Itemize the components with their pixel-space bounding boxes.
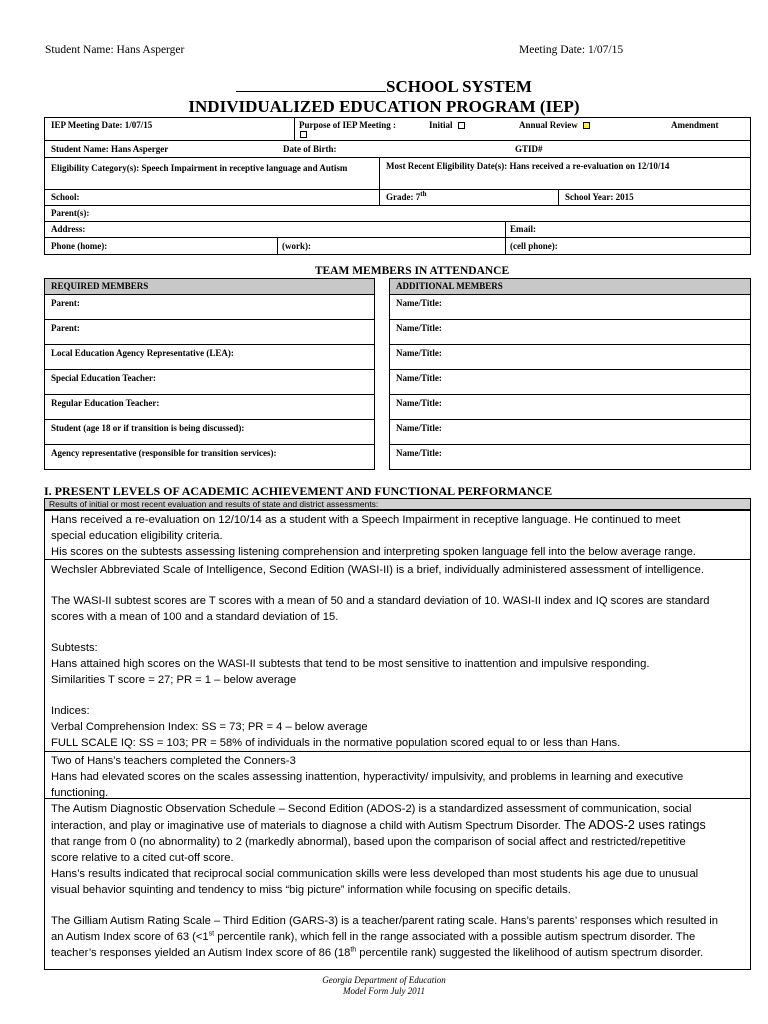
phone-cell: (cell phone): <box>510 241 558 251</box>
ados-line-4: score relative to a cited cut-off score. <box>51 852 234 864</box>
additional-member-row[interactable] <box>389 444 751 470</box>
required-member-label: Student (age 18 or if transition is being discussed): <box>51 423 245 433</box>
required-member-row[interactable] <box>44 444 375 470</box>
gars-line-3 <box>51 945 746 961</box>
subtests-line-2: Similarities T score = 27; PR = 1 – below average <box>51 674 297 686</box>
parents: Parent(s): <box>51 208 90 218</box>
date-of-birth: Date of Birth: <box>283 144 337 154</box>
school-year: School Year: 2015 <box>565 192 634 202</box>
amendment-checkbox[interactable] <box>300 131 307 138</box>
initial-label: Initial <box>429 120 453 130</box>
grade <box>386 192 426 203</box>
reeval-line-1: Hans received a re-evaluation on 12/10/14 as a student with a Speech Impairment in receptive language. He continued to meet <box>51 514 681 526</box>
phone-home-cell <box>44 237 278 255</box>
grade-label: Grade: 7 <box>386 192 421 202</box>
wasi-block <box>44 559 751 752</box>
amendment-option[interactable] <box>671 120 719 131</box>
phone-work-cell <box>277 237 506 255</box>
gtid: GTID# <box>515 144 543 154</box>
additional-member-label: Name/Title: <box>396 423 442 433</box>
required-member-row[interactable] <box>44 394 375 420</box>
indices-line-2: FULL SCALE IQ: SS = 103; PR = 58% of individuals in the normative population scored equal to or less than Hans. <box>51 737 621 749</box>
footer-line-2: Model Form July 2011 <box>342 986 426 996</box>
additional-member-row[interactable] <box>389 319 751 345</box>
required-member-label: Agency representative (responsible for transition services): <box>51 448 277 458</box>
grade-sup: th <box>420 190 427 198</box>
ados-line-6: visual behavior squinting and tendency to miss “big picture” information while focusing on specific details. <box>51 884 571 896</box>
required-member-label: Regular Education Teacher: <box>51 398 160 408</box>
additional-member-label: Name/Title: <box>396 448 442 458</box>
team-divider-right <box>389 294 390 469</box>
gars-line-3b: percentile rank) suggested the likelihood of autism spectrum disorder. <box>359 947 704 959</box>
results-header: Results of initial or most recent evaluation and results of state and district assessments: <box>44 498 751 510</box>
additional-member-row[interactable] <box>389 369 751 395</box>
team-title: TEAM MEMBERS IN ATTENDANCE <box>314 265 510 277</box>
conners-line-2: Hans had elevated scores on the scales assessing inattention, hyperactivity/ impulsivity, and problems in learning and executive <box>51 771 684 783</box>
conners-line-3: functioning. <box>51 787 109 799</box>
phone-home: Phone (home): <box>51 241 108 251</box>
indices-line-1: Verbal Comprehension Index: SS = 73; PR = 4 – below average <box>51 721 368 733</box>
additional-members-header <box>389 278 751 295</box>
gars-line-3-sup: th <box>350 946 357 954</box>
additional-member-row[interactable] <box>389 344 751 370</box>
conners-line-1: Two of Hans’s teachers completed the Conners-3 <box>51 755 296 767</box>
school-system-blank[interactable] <box>236 77 386 92</box>
additional-members-header-label: ADDITIONAL MEMBERS <box>396 281 503 291</box>
gars-line-1: The Gilliam Autism Rating Scale – Third Edition (GARS-3) is a teacher/parent rating scale. Hans’s parents’ responses which resulted in <box>51 915 718 927</box>
additional-member-label: Name/Title: <box>396 323 442 333</box>
subtests-line-1: Hans attained high scores on the WASI-II subtests that tend to be most sensitive to inattention and impulsive responding. <box>51 658 650 670</box>
team-divider-left <box>374 294 375 469</box>
additional-member-label: Name/Title: <box>396 298 442 308</box>
initial-option[interactable] <box>429 120 465 131</box>
additional-member-row[interactable] <box>389 294 751 320</box>
footer-line-1: Georgia Department of Education <box>322 975 446 985</box>
eligibility-category: Eligibility Category(s): Speech Impairment in receptive language and Autism <box>51 163 348 173</box>
parents-cell <box>44 205 751 222</box>
iep-meeting-date-cell <box>44 117 295 141</box>
reeval-block <box>44 510 751 560</box>
required-member-row[interactable] <box>44 419 375 445</box>
conners-block <box>44 751 751 799</box>
phone-work: (work): <box>282 241 311 251</box>
required-members-header-label: REQUIRED MEMBERS <box>51 281 149 291</box>
required-member-row[interactable] <box>44 369 375 395</box>
student-row <box>44 140 751 158</box>
gars-line-2 <box>51 929 746 945</box>
required-member-label: Special Education Teacher: <box>51 373 157 383</box>
amendment-label: Amendment <box>671 120 719 130</box>
required-member-row[interactable] <box>44 344 375 370</box>
school-system-text: SCHOOL SYSTEM <box>386 77 532 96</box>
ados-line-1: The Autism Diagnostic Observation Schedule – Second Edition (ADOS-2) is a standardized assessment of communication, social <box>51 803 692 815</box>
address-cell <box>44 221 506 238</box>
school-year-cell <box>558 189 751 206</box>
email: Email: <box>510 224 536 234</box>
ados-block <box>44 798 751 970</box>
ados-line-2 <box>51 817 746 834</box>
required-members-header <box>44 278 375 295</box>
wasi-intro: Wechsler Abbreviated Scale of Intelligence, Second Edition (WASI-II) is a brief, individually administered assessment of intelligence. <box>51 564 704 576</box>
purpose-label: Purpose of IEP Meeting : <box>299 120 396 130</box>
required-member-row[interactable] <box>44 319 375 345</box>
additional-member-label: Name/Title: <box>396 373 442 383</box>
ados-line-5: Hans’s results indicated that reciprocal social communication skills were less developed than most students his age due to unusual <box>51 868 699 880</box>
footer <box>0 975 768 997</box>
indices-label: Indices: <box>51 705 90 717</box>
reeval-line-2: special education eligibility criteria. <box>51 530 223 542</box>
header-student-name: Student Name: Hans Asperger <box>45 44 185 56</box>
additional-member-label: Name/Title: <box>396 348 442 358</box>
subtests-label: Subtests: <box>51 642 98 654</box>
annual-review-option[interactable] <box>519 120 590 131</box>
initial-checkbox[interactable] <box>458 122 465 129</box>
gars-line-3a: teacher’s responses yielded an Autism Index score of 86 (18 <box>51 947 351 959</box>
annual-review-label: Annual Review <box>519 120 578 130</box>
additional-member-row[interactable] <box>389 419 751 445</box>
phone-cell-cell <box>505 237 751 255</box>
section-1-title: I. PRESENT LEVELS OF ACADEMIC ACHIEVEMENT AND FUNCTIONAL PERFORMANCE <box>44 484 553 498</box>
ados-line-3: that range from 0 (no abnormality) to 2 (markedly abnormal), based upon the comparison of social affect and restricted/repetitive <box>51 836 686 848</box>
ados-line-2a: interaction, and play or imaginative use of materials to diagnose a child with Autism Spectrum Disorder. <box>51 820 565 832</box>
additional-member-label: Name/Title: <box>396 398 442 408</box>
additional-member-row[interactable] <box>389 394 751 420</box>
eligibility-category-cell <box>44 157 380 190</box>
student-name: Student Name: Hans Asperger <box>51 144 169 154</box>
required-member-label: Parent: <box>51 323 80 333</box>
eligibility-date-cell <box>379 157 751 190</box>
email-cell <box>505 221 751 238</box>
wasi-scores-1: The WASI-II subtest scores are T scores with a mean of 50 and a standard deviation of 10. WASI-II index and IQ scores are standard <box>51 595 710 607</box>
iep-meeting-date: IEP Meeting Date: 1/07/15 <box>51 120 153 130</box>
iep-title: INDIVIDUALIZED EDUCATION PROGRAM (IEP) <box>188 97 580 116</box>
reeval-line-3: His scores on the subtests assessing listening comprehension and interpreting spoken language fell into the below average range. <box>51 546 696 558</box>
grade-cell <box>379 189 559 206</box>
address: Address: <box>51 224 86 234</box>
gars-line-2a: an Autism Index score of 63 (<1 <box>51 931 209 943</box>
required-member-label: Parent: <box>51 298 80 308</box>
purpose-cell <box>294 117 751 141</box>
required-member-label: Local Education Agency Representative (LEA): <box>51 348 234 358</box>
required-member-row[interactable] <box>44 294 375 320</box>
ados-line-2b: The ADOS-2 uses ratings <box>564 818 706 832</box>
school-system-title <box>0 77 768 96</box>
annual-review-checkbox[interactable] <box>583 122 590 129</box>
gars-line-2b: percentile rank), which fell in the range associated with a possible autism spectrum disorder. The <box>214 931 696 943</box>
header-meeting-date: Meeting Date: 1/07/15 <box>519 44 624 56</box>
wasi-scores-2: scores with a mean of 100 and a standard deviation of 15. <box>51 611 339 623</box>
school: School: <box>51 192 80 202</box>
eligibility-date: Most Recent Eligibility Date(s): Hans received a re-evaluation on 12/10/14 <box>386 161 670 171</box>
gars-line-2-sup: st <box>208 930 215 938</box>
school-cell <box>44 189 380 206</box>
